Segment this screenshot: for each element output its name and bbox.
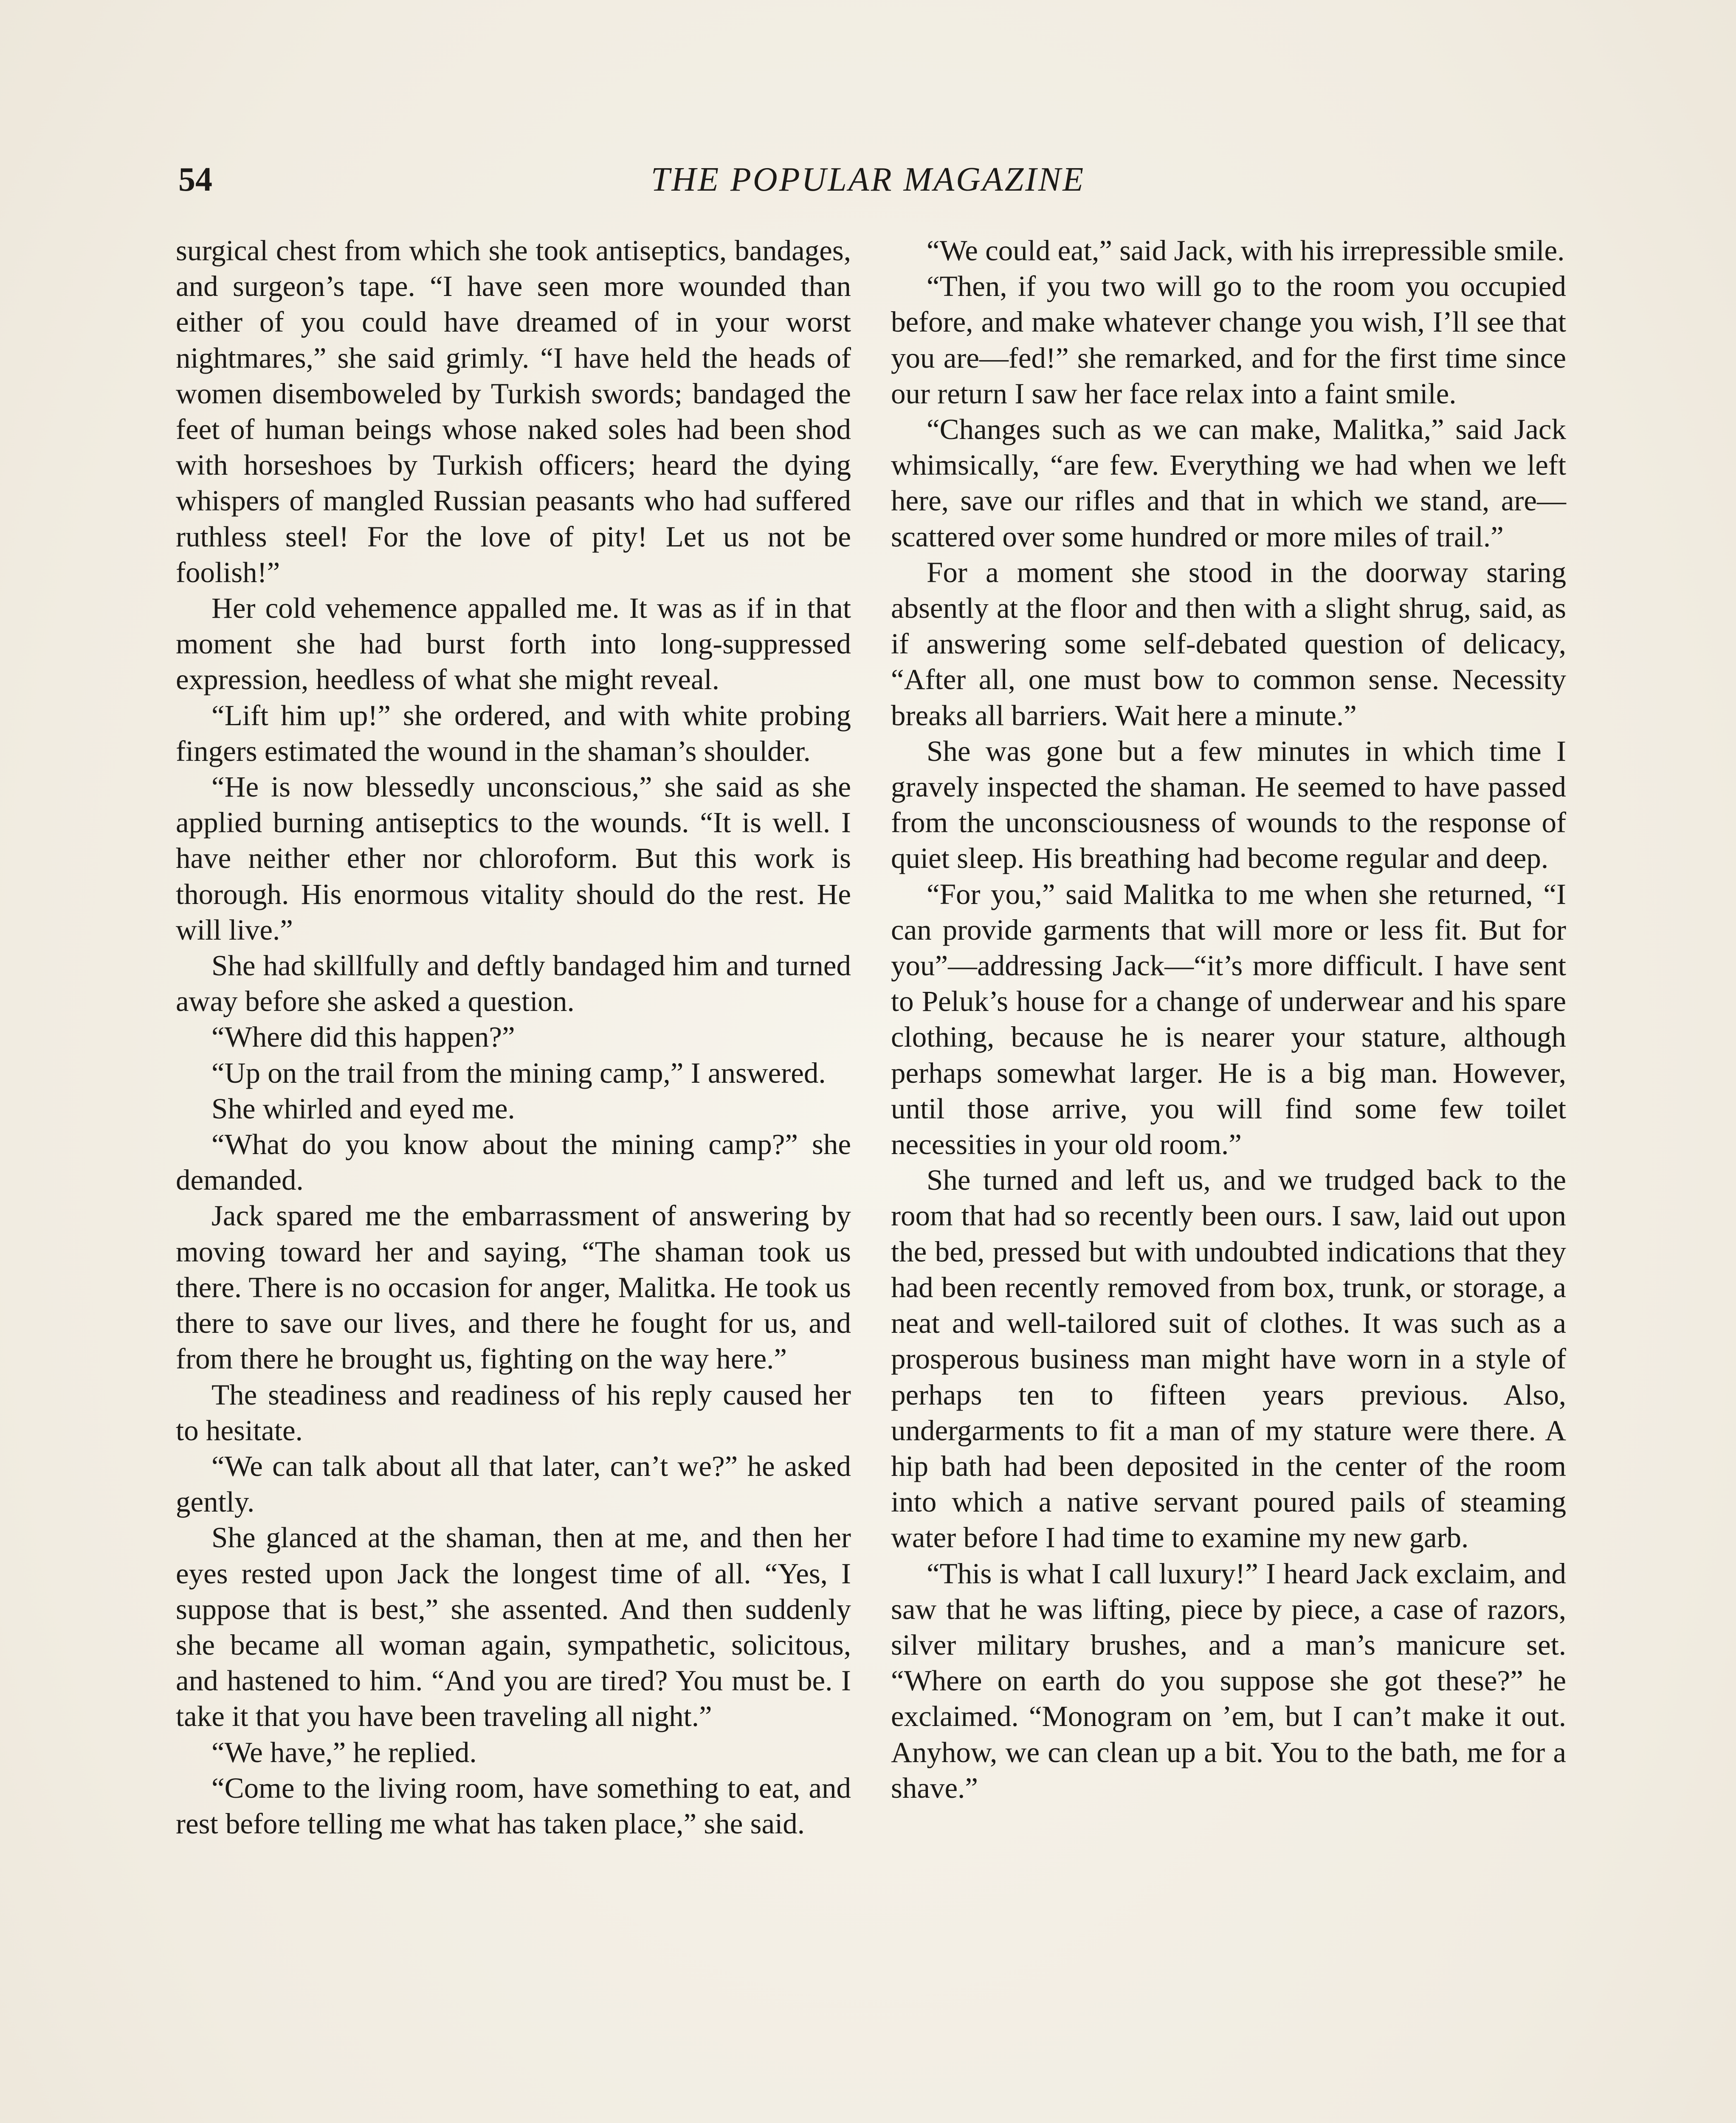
paragraph: The steadiness and readiness of his reply caused her to hesitate. [176,1378,851,1447]
paragraph: “We have,” he replied. [211,1736,477,1768]
paragraph: She glanced at the shaman, then at me, and then her eyes rested upon Jack the longest time of all. “Yes, I suppose that is best,” she assented. And then suddenly she became all woman again, sympathetic, solicitous, and hastened to him. “And you are tired? You must be. I take it that you have been traveling all night.” [176,1521,851,1733]
paragraph: She whirled and eyed me. [211,1092,515,1125]
paragraph: Her cold vehemence appalled me. It was as if in that moment she had burst forth into long-suppressed expression, heedless of what she might reveal. [176,592,851,696]
paragraph: “We can talk about all that later, can’t we?” he asked gently. [176,1450,851,1518]
paragraph: “What do you know about the mining camp?” she demanded. [176,1128,851,1197]
paragraph: “Then, if you two will go to the room you occupied before, and make whatever change you wish, I’ll see that you are—fed!” she remarked, and for the first time since our return I saw her face relax into a faint smile. [891,270,1566,410]
paragraph: surgical chest from which she took antiseptics, bandages, and surgeon’s tape. “I have seen more wounded than either of you could have dreamed of in your worst nightmares,” she said grimly. “I have held the heads of women disemboweled by Turkish swords; bandaged the feet of human beings whose naked soles had been shod with horseshoes by Turkish officers; heard the dying whispers of mangled Russian peasants who had suffered ruthless steel! For the love of pity! Let us not be foolish!” [176,234,851,588]
paragraph: Jack spared me the embarrassment of answering by moving toward her and saying, “The shaman took us there. There is no occasion for anger, Malitka. He took us there to save our lives, and there he fought for us, and from there he brought us, fighting on the way here.” [176,1199,851,1375]
paragraph: “For you,” said Malitka to me when she returned, “I can provide garments that will more or less fit. But for you”—addressing Jack—“it’s more difficult. I have sent to Peluk’s house for a change of underwear and his spare clothing, because he is nearer your stature, although perhaps somewhat larger. He is a big man. However, until those arrive, you will find some few toilet necessities in your old room.” [891,878,1566,1161]
paragraph: For a moment she stood in the doorway staring absently at the floor and then with a slight shrug, said, as if answering some self-debated question of delicacy, “After all, one must bow to common sense. Necessity breaks all barriers. Wait here a minute.” [891,556,1566,732]
paragraph: “This is what I call luxury!” I heard Jack exclaim, and saw that he was lifting, piece by piece, a case of razors, silver military brushes, and a man’s manicure set. “Where on earth do you suppose she got these?” he exclaimed. “Monogram on ’em, but I can’t make it out. Anyhow, we can clean up a bit. You to the bath, me for a shave.” [891,1557,1566,1804]
left-column [176,233,851,1841]
paragraph: She turned and left us, and we trudged back to the room that had so recently been ours. I saw, laid out upon the bed, pressed but with undoubted indications that they had been recently removed from box, trunk, or storage, a neat and well-tailored suit of clothes. It was such as a prosperous business man might have worn in a style of perhaps ten to fifteen years previous. Also, undergarments to fit a man of my stature were there. A hip bath had been deposited in the center of the room into which a native servant poured pails of steaming water before I had time to examine my new garb. [891,1164,1566,1554]
running-title: THE POPULAR MAGAZINE [651,161,1085,198]
paragraph: She had skillfully and deftly bandaged him and turned away before she asked a question. [176,949,851,1018]
paragraph: “Changes such as we can make, Malitka,” said Jack whimsically, “are few. Everything we had when we left here, save our rifles and that in which we stand, are—scattered over some hundred or more miles of trail.” [891,413,1566,553]
paragraph: “He is now blessedly unconscious,” she said as she applied burning antiseptics to the wounds. “It is well. I have neither ether nor chloroform. But this work is thorough. His enormous vitality should do the rest. He will live.” [176,771,851,946]
paragraph: “We could eat,” said Jack, with his irrepressible smile. [927,234,1565,267]
paragraph: “Lift him up!” she ordered, and with white probing fingers estimated the wound in the shaman’s shoulder. [176,699,851,767]
paragraph: “Come to the living room, have something to eat, and rest before telling me what has taken place,” she said. [176,1771,851,1840]
paragraph: “Up on the trail from the mining camp,” I answered. [211,1056,826,1089]
paragraph: She was gone but a few minutes in which time I gravely inspected the shaman. He seemed to have passed from the unconsciousness of wounds to the response of quiet sleep. His breathing had become regular and deep. [891,735,1566,875]
page-number: 54 [178,161,212,198]
paragraph: “Where did this happen?” [211,1021,515,1053]
right-column [891,233,1566,1806]
page-header [178,160,1558,211]
